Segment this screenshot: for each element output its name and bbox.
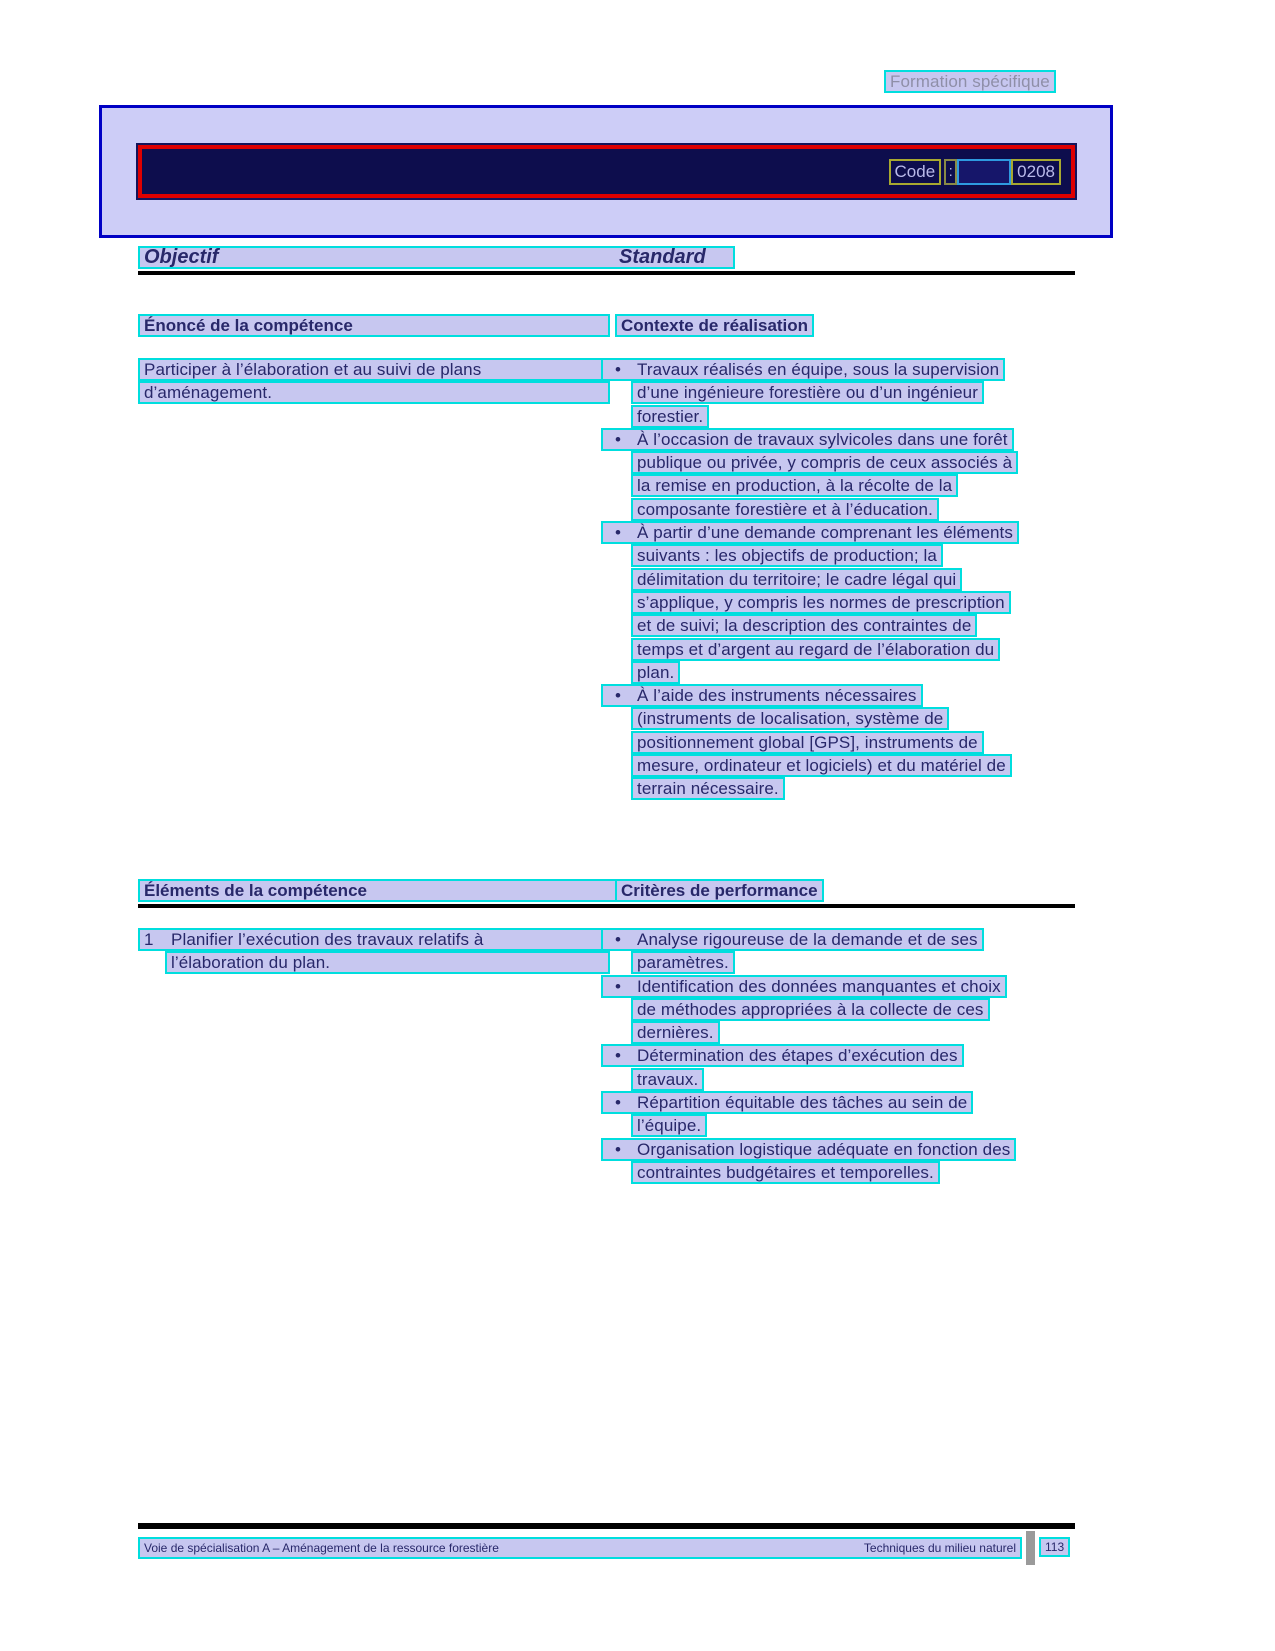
competence-statement [138, 358, 618, 405]
bullet-line: • Analyse rigoureuse de la demande et de ses [601, 928, 1075, 951]
code-value: 0208 [1011, 159, 1061, 185]
bullet-icon: • [615, 1139, 622, 1159]
bullet-line: • À l’aide des instruments nécessaires [601, 684, 1075, 707]
item-line: l’élaboration du plan. [165, 951, 610, 974]
bullet-icon: • [615, 1093, 622, 1113]
criteria-bullet-list [601, 928, 1075, 1184]
bullet-line: suivants : les objectifs de production; la [631, 544, 1075, 567]
bullet-line: • Travaux réalisés en équipe, sous la supervision [601, 358, 1075, 381]
band-right-title: Standard [619, 246, 706, 268]
statement-line: d’aménagement. [138, 381, 610, 404]
bullet-line: délimitation du territoire; le cadre légal qui [631, 568, 1075, 591]
page-tag [884, 70, 1056, 93]
page-tag-label: Formation spécifique [884, 70, 1056, 93]
bullet-line: • À partir d’une demande comprenant les éléments [601, 521, 1075, 544]
bullet-line: et de suivi; la description des contraintes de [631, 614, 1075, 637]
footer-divider-bar [1026, 1531, 1035, 1565]
item-line: Planifier l’exécution des travaux relatifs à [171, 930, 484, 949]
code-separator: : [944, 159, 957, 185]
bullet-line: travaux. [631, 1068, 1075, 1091]
page-number: 113 [1039, 1537, 1070, 1557]
bullet-line: • Organisation logistique adéquate en fonction des [601, 1138, 1075, 1161]
section1-left-header: Énoncé de la compétence [138, 314, 610, 337]
code-blank-field [957, 159, 1011, 185]
bullet-line: positionnement global [GPS], instruments de [631, 731, 1075, 754]
bullet-line: plan. [631, 661, 1075, 684]
section2-right-header: Critères de performance [615, 879, 824, 902]
section1-right-header: Contexte de réalisation [615, 314, 814, 337]
context-bullet-list [601, 358, 1075, 801]
bullet-line: l’équipe. [631, 1114, 1075, 1137]
footer-left-text: Voie de spécialisation A – Aménagement de la ressource forestière [144, 1541, 499, 1555]
section2-left-header: Éléments de la compétence [138, 879, 638, 902]
bullet-icon: • [615, 976, 622, 996]
code-label: Code [889, 159, 942, 185]
footer [138, 1537, 1022, 1559]
code-bar [138, 145, 1075, 198]
bullet-line: forestier. [631, 405, 1075, 428]
bullet-line: (instruments de localisation, système de [631, 707, 1075, 730]
bullet-line: temps et d’argent au regard de l’élaboration du [631, 638, 1075, 661]
bullet-line: paramètres. [631, 951, 1075, 974]
bullet-line: dernières. [631, 1021, 1075, 1044]
horizontal-rule [138, 271, 1075, 275]
bullet-line: publique ou privée, y compris de ceux associés à [631, 451, 1075, 474]
bullet-line: s’applique, y compris les normes de prescription [631, 591, 1075, 614]
bullet-icon: • [615, 930, 622, 949]
bullet-line: la remise en production, à la récolte de la [631, 474, 1075, 497]
bullet-line: • Détermination des étapes d’exécution des [601, 1044, 1075, 1067]
bullet-line: de méthodes appropriées à la collecte de ces [631, 998, 1075, 1021]
bullet-line: mesure, ordinateur et logiciels) et du matériel de [631, 754, 1075, 777]
bullet-line: contraintes budgétaires et temporelles. [631, 1161, 1075, 1184]
bullet-line: • Identification des données manquantes et choix [601, 975, 1075, 998]
statement-line: Participer à l’élaboration et au suivi de plans [138, 358, 610, 381]
bullet-line: • À l’occasion de travaux sylvicoles dans une forêt [601, 428, 1075, 451]
bullet-icon: • [615, 686, 622, 706]
bullet-icon: • [615, 429, 622, 449]
objectif-standard-band [138, 246, 735, 269]
bullet-icon: • [615, 360, 622, 379]
band-left-title: Objectif [144, 246, 219, 268]
bullet-line: • Répartition équitable des tâches au sein de [601, 1091, 1075, 1114]
bullet-line: composante forestière et à l’éducation. [631, 498, 1075, 521]
bullet-line: d’une ingénieure forestière ou d’un ingénieur [631, 381, 1075, 404]
element-item [138, 928, 618, 975]
bullet-line: terrain nécessaire. [631, 777, 1075, 800]
item-number: 1 [144, 930, 154, 949]
bullet-icon: • [615, 523, 622, 543]
footer-program-text: Techniques du milieu naturel [863, 1541, 1016, 1555]
horizontal-rule [138, 904, 1075, 908]
footer-rule [138, 1523, 1075, 1529]
bullet-icon: • [615, 1046, 622, 1066]
